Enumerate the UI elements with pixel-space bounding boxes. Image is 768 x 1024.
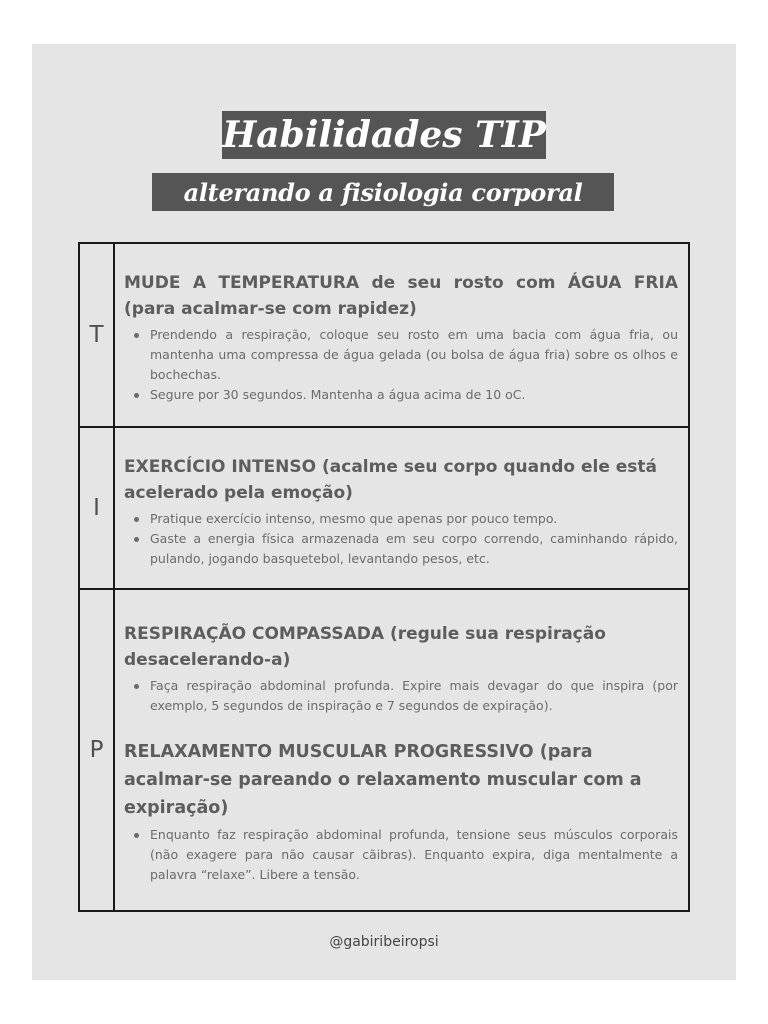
table-row-p	[80, 590, 688, 910]
list-item: Prendendo a respiração, coloque seu rosto em uma bacia com água fria, ou mantenha uma compressa de água gelada (ou bolsa de água fria) sobre os olhos e bochechas.	[150, 325, 678, 385]
title-banner	[222, 111, 546, 159]
list-item: Pratique exercício intenso, mesmo que apenas por pouco tempo.	[150, 509, 678, 529]
section-heading: RELAXAMENTO MUSCULAR PROGRESSIVO (para acalmar-se pareando o relaxamento muscular com a expiração)	[124, 742, 642, 818]
bullet-list	[124, 676, 678, 716]
list-item: Faça respiração abdominal profunda. Expire mais devagar do que inspira (por exemplo, 5 segundos de inspiração e 7 segundos de expiração).	[150, 676, 678, 716]
section-heading: MUDE A TEMPERATURA de seu rosto com ÁGUA FRIA (para acalmar-se com rapidez)	[124, 273, 678, 319]
list-item: Enquanto faz respiração abdominal profunda, tensione seus músculos corporais (não exagere para não causar cãibras). Enquanto expira, diga mentalmente a palavra “relaxe”. Libere a tensão.	[150, 825, 678, 885]
row-letter: I	[93, 495, 100, 521]
row-letter: P	[89, 737, 104, 763]
page-subtitle: alterando a fisiologia corporal	[183, 177, 583, 207]
bullet-list	[124, 509, 678, 569]
row-content	[124, 454, 678, 569]
row-content	[124, 270, 678, 405]
list-item: Gaste a energia física armazenada em seu corpo correndo, caminhando rápido, pulando, jogando basquetebol, levantando pesos, etc.	[150, 529, 678, 569]
document-page	[32, 44, 736, 980]
letter-cell	[80, 244, 115, 426]
bullet-list	[124, 825, 678, 885]
letter-cell	[80, 428, 115, 588]
section-heading: RESPIRAÇÃO COMPASSADA (regule sua respiração desacelerando-a)	[124, 624, 606, 670]
list-item: Segure por 30 segundos. Mantenha a água acima de 10 oC.	[150, 385, 678, 405]
tip-skills-table	[78, 242, 690, 912]
letter-cell	[80, 590, 115, 910]
page-title: Habilidades TIP	[222, 114, 546, 156]
bullet-list	[124, 325, 678, 405]
section-heading: EXERCÍCIO INTENSO (acalme seu corpo quando ele está acelerado pela emoção)	[124, 457, 658, 503]
row-content	[124, 621, 678, 885]
author-handle: @gabiribeiropsi	[329, 934, 439, 950]
table-row-t	[80, 244, 688, 428]
subtitle-banner	[152, 173, 614, 211]
row-letter: T	[89, 322, 104, 348]
table-row-i	[80, 428, 688, 590]
